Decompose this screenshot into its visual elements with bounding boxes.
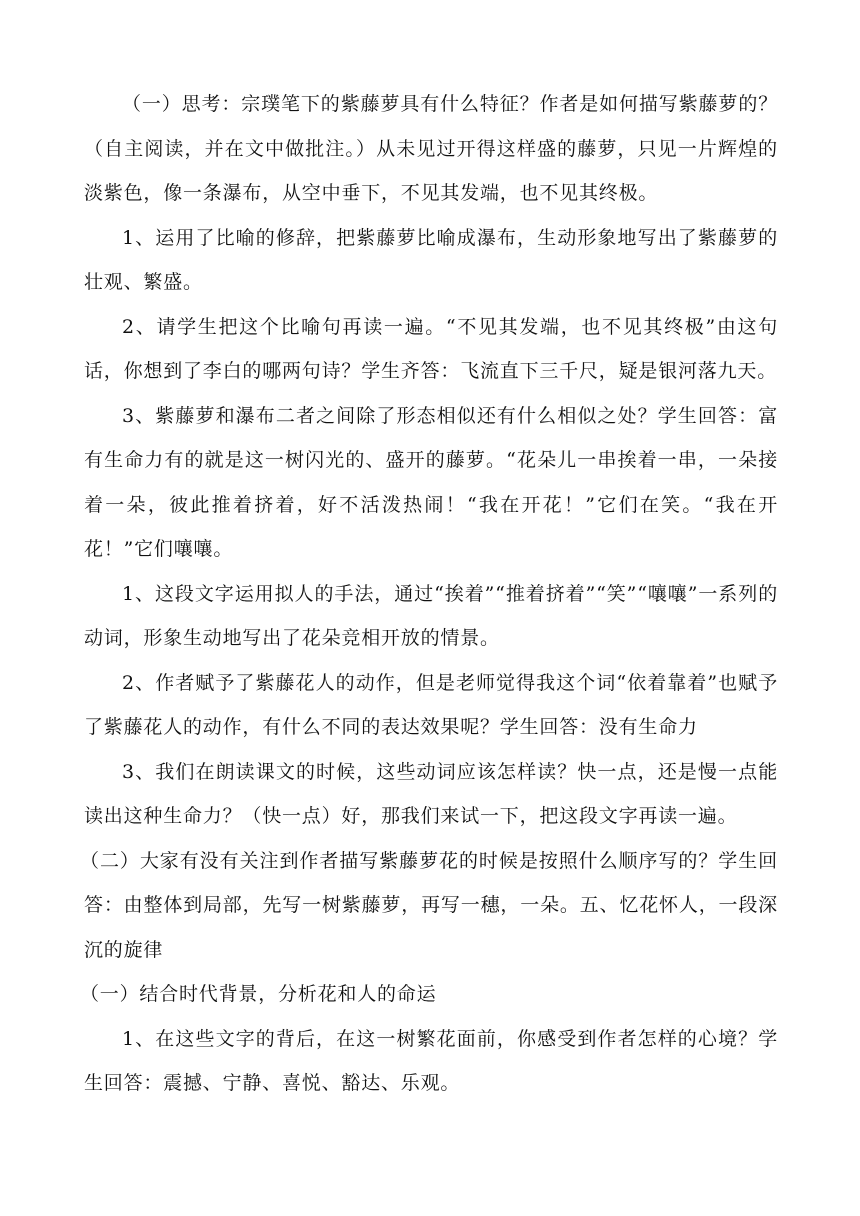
paragraph-reread-point: 2、请学生把这个比喻句再读一遍。“不见其发端，也不见其终极”由这句话，你想到了李白的哪两句诗？学生齐答：飞流直下三千尺，疑是银河落九天。 bbox=[84, 315, 778, 382]
paragraph-writing-order: （二）大家有没有关注到作者描写紫藤萝花的时候是按照什么顺序写的？学生回答：由整体到局部，先写一树紫藤萝，再写一穗，一朵。五、忆花怀人，一段深沉的旋律 bbox=[80, 849, 778, 961]
paragraph-similarity-point: 3、紫藤萝和瀑布二者之间除了形态相似还有什么相似之处？学生回答：富有生命力有的就是这一树闪光的、盛开的藤萝。“花朵儿一串挨着一串，一朵接着一朵，彼此推着挤着，好不活泼热闹！“我在开花！”它们在笑。“我在开花！”它们嚷嚷。 bbox=[84, 404, 778, 560]
paragraph-section-heading: （一）结合时代背景，分析花和人的命运 bbox=[80, 983, 437, 1005]
paragraph-thinking-question: （一）思考：宗璞笔下的紫藤萝具有什么特征？作者是如何描写紫藤萝的？（自主阅读，并在文中做批注。）从未见过开得这样盛的藤萝，只见一片辉煌的淡紫色，像一条瀑布，从空中垂下，不见其发端，也不见其终极。 bbox=[84, 93, 778, 204]
paragraph-reading-aloud: 3、我们在朗读课文的时候，这些动词应该怎样读？快一点，还是慢一点能读出这种生命力？（快一点）好，那我们来试一下，把这段文字再读一遍。 bbox=[84, 760, 778, 827]
paragraph-personification-point: 1、这段文字运用拟人的手法，通过“挨着”“推着挤着”“笑”“嚷嚷”一系列的动词，形象生动地写出了花朵竞相开放的情景。 bbox=[84, 582, 778, 649]
paragraph-expression-effect: 2、作者赋予了紫藤花人的动作，但是老师觉得我这个词“依着靠着”也赋予了紫藤花人的动作，有什么不同的表达效果呢？学生回答：没有生命力 bbox=[84, 671, 778, 738]
paragraph-author-mood: 1、在这些文字的背后，在这一树繁花面前，你感受到作者怎样的心境？学生回答：震撼、宁静、喜悦、豁达、乐观。 bbox=[84, 1027, 778, 1094]
paragraph-metaphor-point: 1、运用了比喻的修辞，把紫藤萝比喻成瀑布，生动形象地写出了紫藤萝的壮观、繁盛。 bbox=[84, 226, 778, 293]
document-body bbox=[80, 82, 778, 1106]
